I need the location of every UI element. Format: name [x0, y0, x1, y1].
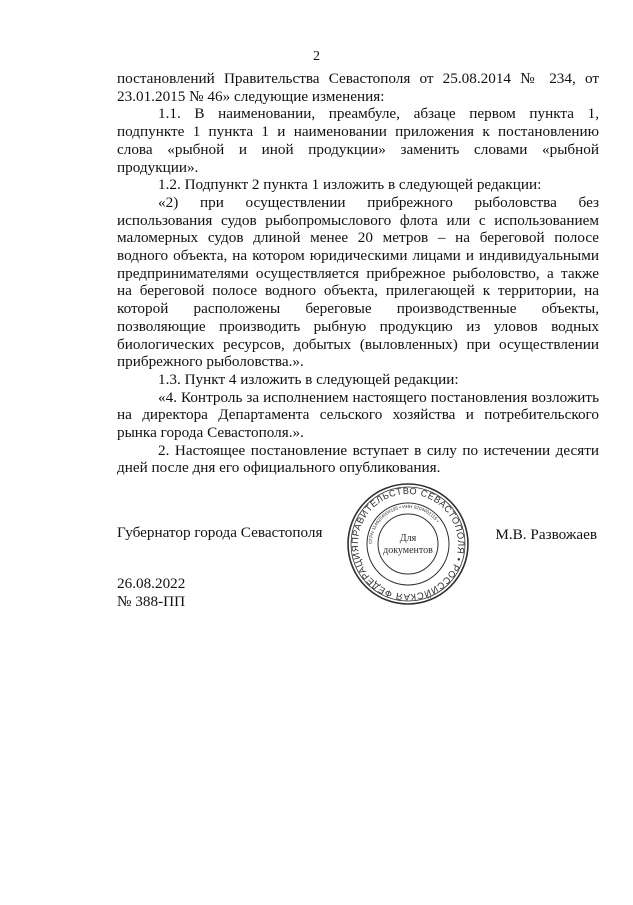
paragraph-1-2: 1.2. Подпункт 2 пункта 1 изложить в следующей редакции: [158, 176, 542, 194]
seal-center-line2: документов [383, 545, 433, 556]
paragraph-intro: постановлений Правительства Севастополя от 25.08.2014 № 234, от 23.01.2015 № 46» следующие изменения: [117, 70, 599, 105]
signatory-name: М.В. Развожаев [495, 526, 597, 543]
paragraph-1-1: 1.1. В наименовании, преамбуле, абзаце первом пункта 1, подпункте 1 пункта 1 и наименовании приложения к постановлению слова «рыбной и иной продукции» заменить словами «рыбной продукции». [117, 105, 599, 176]
seal-center-line1: Для [399, 533, 417, 544]
document-body [117, 70, 599, 477]
page-number: 2 [313, 49, 320, 64]
paragraph-quote-4: «4. Контроль за исполнением настоящего постановления возложить на директора Департамента сельского хозяйства и потребительского рынка города Севастополя.». [117, 388, 599, 442]
official-seal [346, 482, 470, 606]
signatory-title: Губернатор города Севастополя [117, 524, 323, 541]
seal-outer-text: ПРАВИТЕЛЬСТВО СЕВАСТОПОЛЯ • РОССИЙСКАЯ ФЕДЕРАЦИЯ [349, 485, 467, 603]
seal-graphic [346, 482, 470, 606]
paragraph-1-3: 1.3. Пункт 4 изложить в следующей редакции: [158, 370, 459, 388]
paragraph-2: 2. Настоящее постановление вступает в силу по истечении десяти дней после дня его официального опубликования. [117, 441, 599, 477]
paragraph-quote-2: «2) при осуществлении прибрежного рыболовства без использования судов рыбопромыслового флота или с использованием маломерных судов длиной менее 20 метров – на береговой полосе водного объекта, на котором юридическими лицами и индивидуальными предпринимателями осуществляется прибрежное рыболовство, а также на береговой полосе водного объекта, прилегающей к территории, на которой расположены береговые производственные объекты, позволяющие производить рыбную продукцию из уловов водных биологических ресурсов, добытых (выловленных) при осуществлении прибрежного рыболовства.». [117, 193, 599, 371]
document-date: 26.08.2022 [117, 575, 186, 592]
document-number: № 388-ПП [117, 593, 186, 610]
seal-inner-text: ОГРН 1149204004195 • ИНН 9204002115 • [367, 503, 441, 545]
